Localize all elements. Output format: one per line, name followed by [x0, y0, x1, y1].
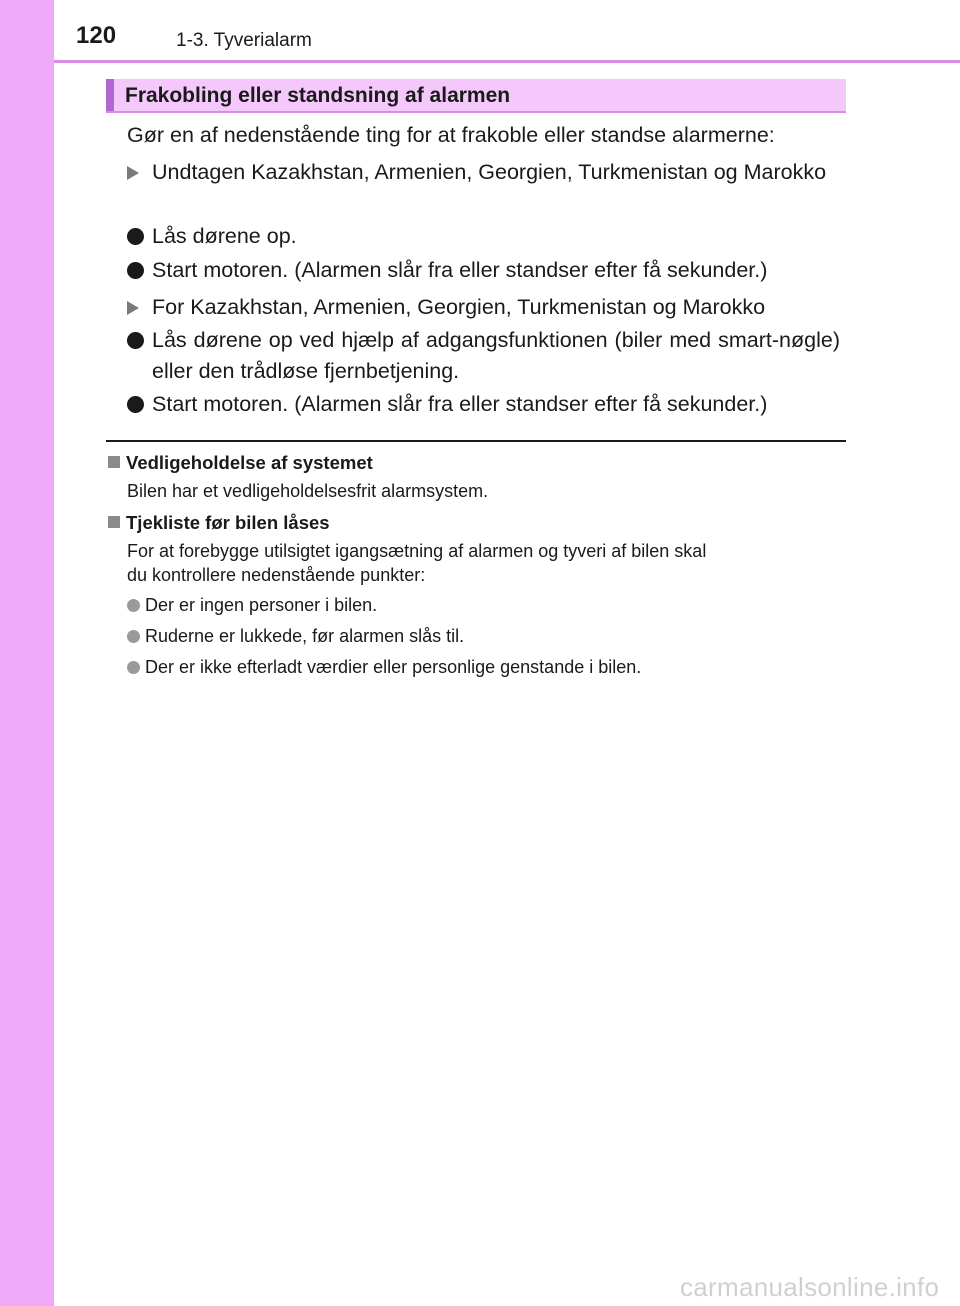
- note-bullet-item: [127, 657, 641, 678]
- chapter-title: 1-3. Tyverialarm: [176, 30, 312, 51]
- square-bullet-icon: [108, 456, 120, 468]
- note-bullet-text: Der er ingen personer i bilen.: [145, 595, 378, 615]
- note-text-line: du kontrollere nedenstående punkter:: [127, 565, 426, 585]
- grey-dot-icon: [127, 661, 140, 674]
- section-heading-accent: [106, 79, 114, 111]
- note-bullet-text: Der er ikke efterladt værdier eller personlige genstande i bilen.: [145, 657, 642, 677]
- page-header: [0, 0, 960, 62]
- side-color-strip: [0, 0, 54, 1306]
- note-text: [127, 539, 827, 587]
- note-bullet-text: Ruderne er lukkede, før alarmen slås til.: [145, 626, 465, 646]
- grey-dot-icon: [127, 630, 140, 643]
- note-heading: [108, 512, 330, 534]
- section-title: Frakobling eller standsning af alarmen: [125, 84, 511, 107]
- note-text: Bilen har et vedligeholdelsesfrit alarmsystem.: [127, 481, 489, 501]
- note-bullet-item: [127, 595, 377, 616]
- triangle-bullet-icon: [127, 301, 139, 315]
- bullet-dot-icon: [127, 262, 144, 279]
- grey-dot-icon: [127, 599, 140, 612]
- watermark: carmanualsonline.info: [680, 1272, 940, 1302]
- notes-divider: [106, 440, 846, 442]
- note-bullet-item: [127, 626, 464, 647]
- bullet-dot-icon: [127, 332, 144, 349]
- triangle-bullet-icon: [127, 166, 139, 180]
- list-item-text: Lås dørene op.: [152, 224, 297, 248]
- condition-item: [127, 292, 840, 323]
- list-item: [127, 389, 840, 420]
- list-item-text: Lås dørene op ved hjælp af adgangsfunktionen (biler med smart-nøgle) eller den trådløse fjernbetjening.: [152, 328, 840, 383]
- list-item: [127, 255, 840, 286]
- square-bullet-icon: [108, 516, 120, 528]
- condition-label: Undtagen Kazakhstan, Armenien, Georgien, Turkmenistan og Marokko: [152, 160, 827, 184]
- note-text-line: For at forebygge utilsigtet igangsætning af alarmen og tyveri af bilen skal: [127, 541, 707, 561]
- bullet-dot-icon: [127, 396, 144, 413]
- list-item: [127, 325, 840, 387]
- page-number: 120: [76, 22, 117, 49]
- list-item: [127, 221, 840, 252]
- header-divider: [54, 60, 960, 63]
- list-item-text: Start motoren. (Alarmen slår fra eller standser efter få sekunder.): [152, 392, 768, 416]
- note-heading: [108, 452, 373, 474]
- list-item-text: Start motoren. (Alarmen slår fra eller standser efter få sekunder.): [152, 258, 768, 282]
- note-heading-text: Tjekliste før bilen låses: [126, 512, 330, 533]
- condition-label: For Kazakhstan, Armenien, Georgien, Turkmenistan og Marokko: [152, 295, 766, 319]
- condition-item: [127, 157, 840, 188]
- note-heading-text: Vedligeholdelse af systemet: [126, 452, 373, 473]
- bullet-dot-icon: [127, 228, 144, 245]
- section-heading: [106, 79, 846, 113]
- section-intro: Gør en af nedenstående ting for at frakoble eller standse alarmerne:: [127, 123, 775, 147]
